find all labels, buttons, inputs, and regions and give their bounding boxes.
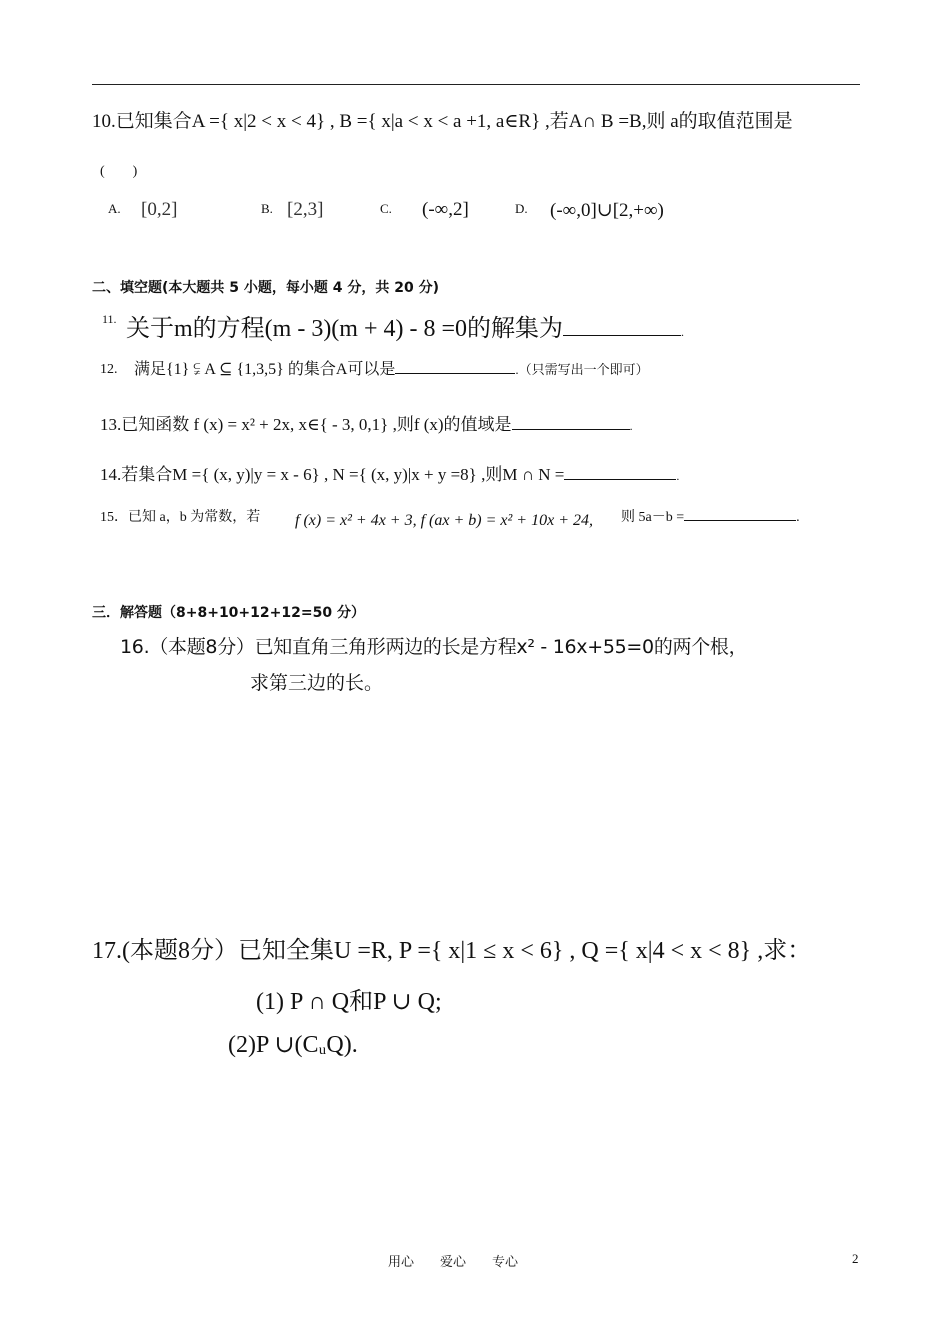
section-3-heading: 三．解答题（8+8+10+12+12=50 分）: [92, 605, 365, 621]
question-10-paren: ( ): [100, 164, 138, 179]
question-11-number: 11.: [102, 312, 117, 326]
option-d-value: (-∞,0]∪[2,+∞): [550, 200, 664, 221]
question-13-stem: 13.已知函数 f (x) = x² + 2x, x∈{ - 3, 0,1} ,则f (x)的值域是: [100, 415, 512, 434]
option-c-label: C.: [380, 201, 392, 216]
section-2-heading: 二、填空题(本大题共 5 小题，每小题 4 分，共 20 分): [92, 280, 440, 296]
question-15-intro: 15．已知 a，b 为常数，若: [100, 510, 261, 525]
question-15-formula: f (x) = x² + 4x + 3, f (ax + b) = x² + 10x + 24,: [295, 512, 593, 529]
question-12-text: [134, 356, 649, 379]
question-13-text: [100, 410, 633, 435]
option-a-value: [0,2]: [141, 199, 178, 220]
option-c-value: (-∞,2]: [422, 199, 469, 220]
footer-motto: 用心 爱心 专心: [388, 1254, 519, 1269]
question-11-text: [126, 308, 684, 343]
question-12-end: .（只需写出一个即可）: [515, 362, 649, 377]
question-12-stem: 满足{1} ⫋ A ⊆ {1,3,5} 的集合A可以是: [134, 361, 396, 378]
header-rule: [92, 84, 860, 85]
question-11-answer-blank[interactable]: [563, 321, 681, 336]
question-14-text: [100, 460, 679, 485]
option-b-label: B.: [261, 201, 273, 216]
question-17-line-1: 17.(本题8分）已知全集U =R, P ={ x|1 ≤ x < 6} , Q ={ x|4 < x < 8} ,求：: [92, 938, 812, 964]
question-15-tail: [621, 506, 800, 526]
question-16-line-1: 16.（本题8分）已知直角三角形两边的长是方程x² - 16x+55=0的两个根，: [120, 636, 748, 658]
question-14-end: .: [676, 469, 680, 483]
option-b-value: [2,3]: [287, 199, 324, 220]
question-15-answer-blank[interactable]: [684, 506, 796, 521]
question-13-answer-blank[interactable]: [512, 415, 630, 430]
question-15-end: .: [796, 510, 800, 525]
question-17-part-2: (2)P ∪(CᵤQ).: [228, 1032, 358, 1058]
option-a-label: A.: [108, 201, 121, 216]
question-11-end: .: [681, 325, 685, 339]
option-d-label: D.: [515, 201, 528, 216]
question-15-ask: 则 5a－b =: [621, 510, 685, 525]
question-17-part-1: (1) P ∩ Q和P ∪ Q;: [256, 989, 442, 1015]
question-16-line-2: 求第三边的长。: [250, 672, 384, 694]
question-11-stem: 关于m的方程(m - 3)(m + 4) - 8 =0的解集为: [126, 316, 564, 342]
question-10-stem: 10.已知集合A ={ x|2 < x < 4} , B ={ x|a < x < a +1, a∈R} ,若A∩ B =B,则 a的取值范围是: [92, 111, 793, 132]
page-number: 2: [852, 1251, 859, 1266]
question-12-answer-blank[interactable]: [395, 359, 515, 374]
question-13-end: .: [629, 419, 633, 433]
question-14-stem: 14.若集合M ={ (x, y)|y = x - 6} , N ={ (x, y)|x + y =8} ,则M ∩ N =: [100, 465, 565, 484]
question-14-answer-blank[interactable]: [564, 465, 676, 480]
question-12-number: 12.: [100, 362, 118, 377]
